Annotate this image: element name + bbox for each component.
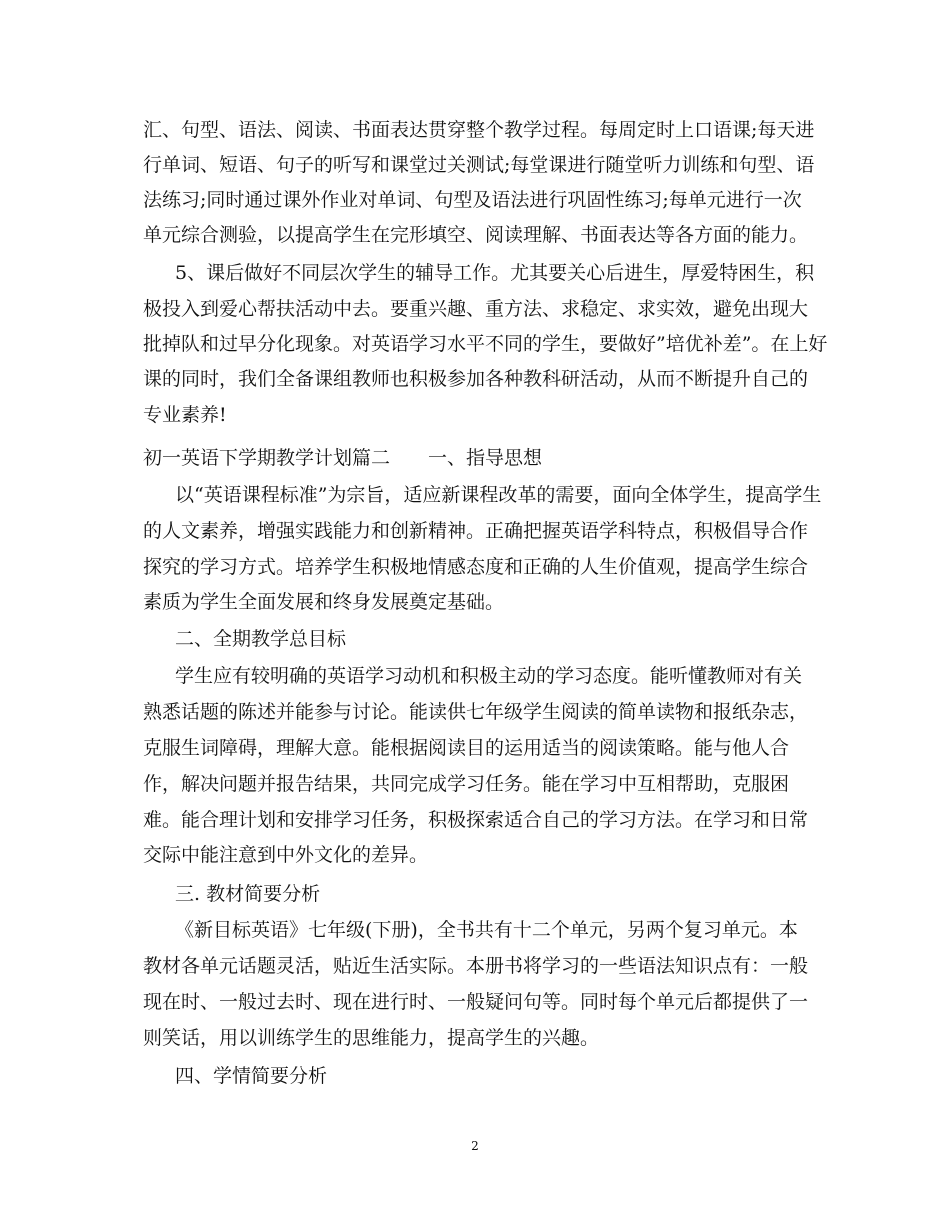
text-line: 探究的学习方式。培养学生积极地情感态度和正确的人生价值观，提高学生综合 <box>143 556 809 578</box>
page-number: 2 <box>471 1139 479 1153</box>
section-heading: 初一英语下学期教学计划篇二 一、指导思想 <box>143 447 543 469</box>
text-line: 熟悉话题的陈述并能参与讨论。能读供七年级学生阅读的简单读物和报纸杂志， <box>143 701 809 723</box>
text-line: 单元综合测验，以提高学生在完形填空、阅读理解、书面表达等各方面的能力。 <box>143 224 809 246</box>
text-line: 极投入到爱心帮扶活动中去。要重兴趣、重方法、求稳定、求实效，避免出现大 <box>143 298 809 320</box>
text-line: 作，解决问题并报告结果，共同完成学习任务。能在学习中互相帮助，克服困 <box>143 773 790 795</box>
text-line: 克服生词障碍，理解大意。能根据阅读目的运用适当的阅读策略。能与他人合 <box>143 737 790 759</box>
text-line: 《新目标英语》七年级(下册)，全书共有十二个单元，另两个复习单元。本 <box>175 919 798 941</box>
text-line: 专业素养! <box>143 404 227 426</box>
text-line: 学生应有较明确的英语学习动机和积极主动的学习态度。能听懂教师对有关 <box>175 665 803 687</box>
text-line: 汇、句型、语法、阅读、书面表达贯穿整个教学过程。每周定时上口语课;每天进 <box>143 119 815 141</box>
text-line: 则笑话，用以训练学生的思维能力，提高学生的兴趣。 <box>143 1027 600 1049</box>
text-line: 行单词、短语、句子的听写和课堂过关测试;每堂课进行随堂听力训练和句型、语 <box>143 154 815 176</box>
text-line: 交际中能注意到中外文化的差异。 <box>143 844 429 866</box>
text-line: 难。能合理计划和安排学习任务，积极探索适合自己的学习方法。在学习和日常 <box>143 809 809 831</box>
text-line: 教材各单元话题灵活，贴近生活实际。本册书将学习的一些语法知识点有：一般 <box>143 955 809 977</box>
text-line: 5、课后做好不同层次学生的辅导工作。尤其要关心后进生，厚爱特困生，积 <box>175 262 815 284</box>
text-line: 素质为学生全面发展和终身发展奠定基础。 <box>143 591 505 613</box>
text-line: 以“英语课程标准”为宗旨，适应新课程改革的需要，面向全体学生，提高学生 <box>175 484 822 506</box>
section-heading: 三. 教材简要分析 <box>175 883 321 905</box>
section-heading: 四、学情简要分析 <box>175 1065 328 1087</box>
text-line: 批掉队和过早分化现象。对英语学习水平不同的学生，要做好”培优补差”。在上好 <box>143 333 828 355</box>
text-line: 的人文素养，增强实践能力和创新精神。正确把握英语学科特点，积极倡导合作 <box>143 520 809 542</box>
text-line: 现在时、一般过去时、现在进行时、一般疑问句等。同时每个单元后都提供了一 <box>143 991 809 1013</box>
section-heading: 二、全期教学总目标 <box>175 628 347 650</box>
text-line: 法练习;同时通过课外作业对单词、句型及语法进行巩固性练习;每单元进行一次 <box>143 189 802 211</box>
text-line: 课的同时，我们全备课组教师也积极参加各种教科研活动，从而不断提升自己的 <box>143 368 809 390</box>
